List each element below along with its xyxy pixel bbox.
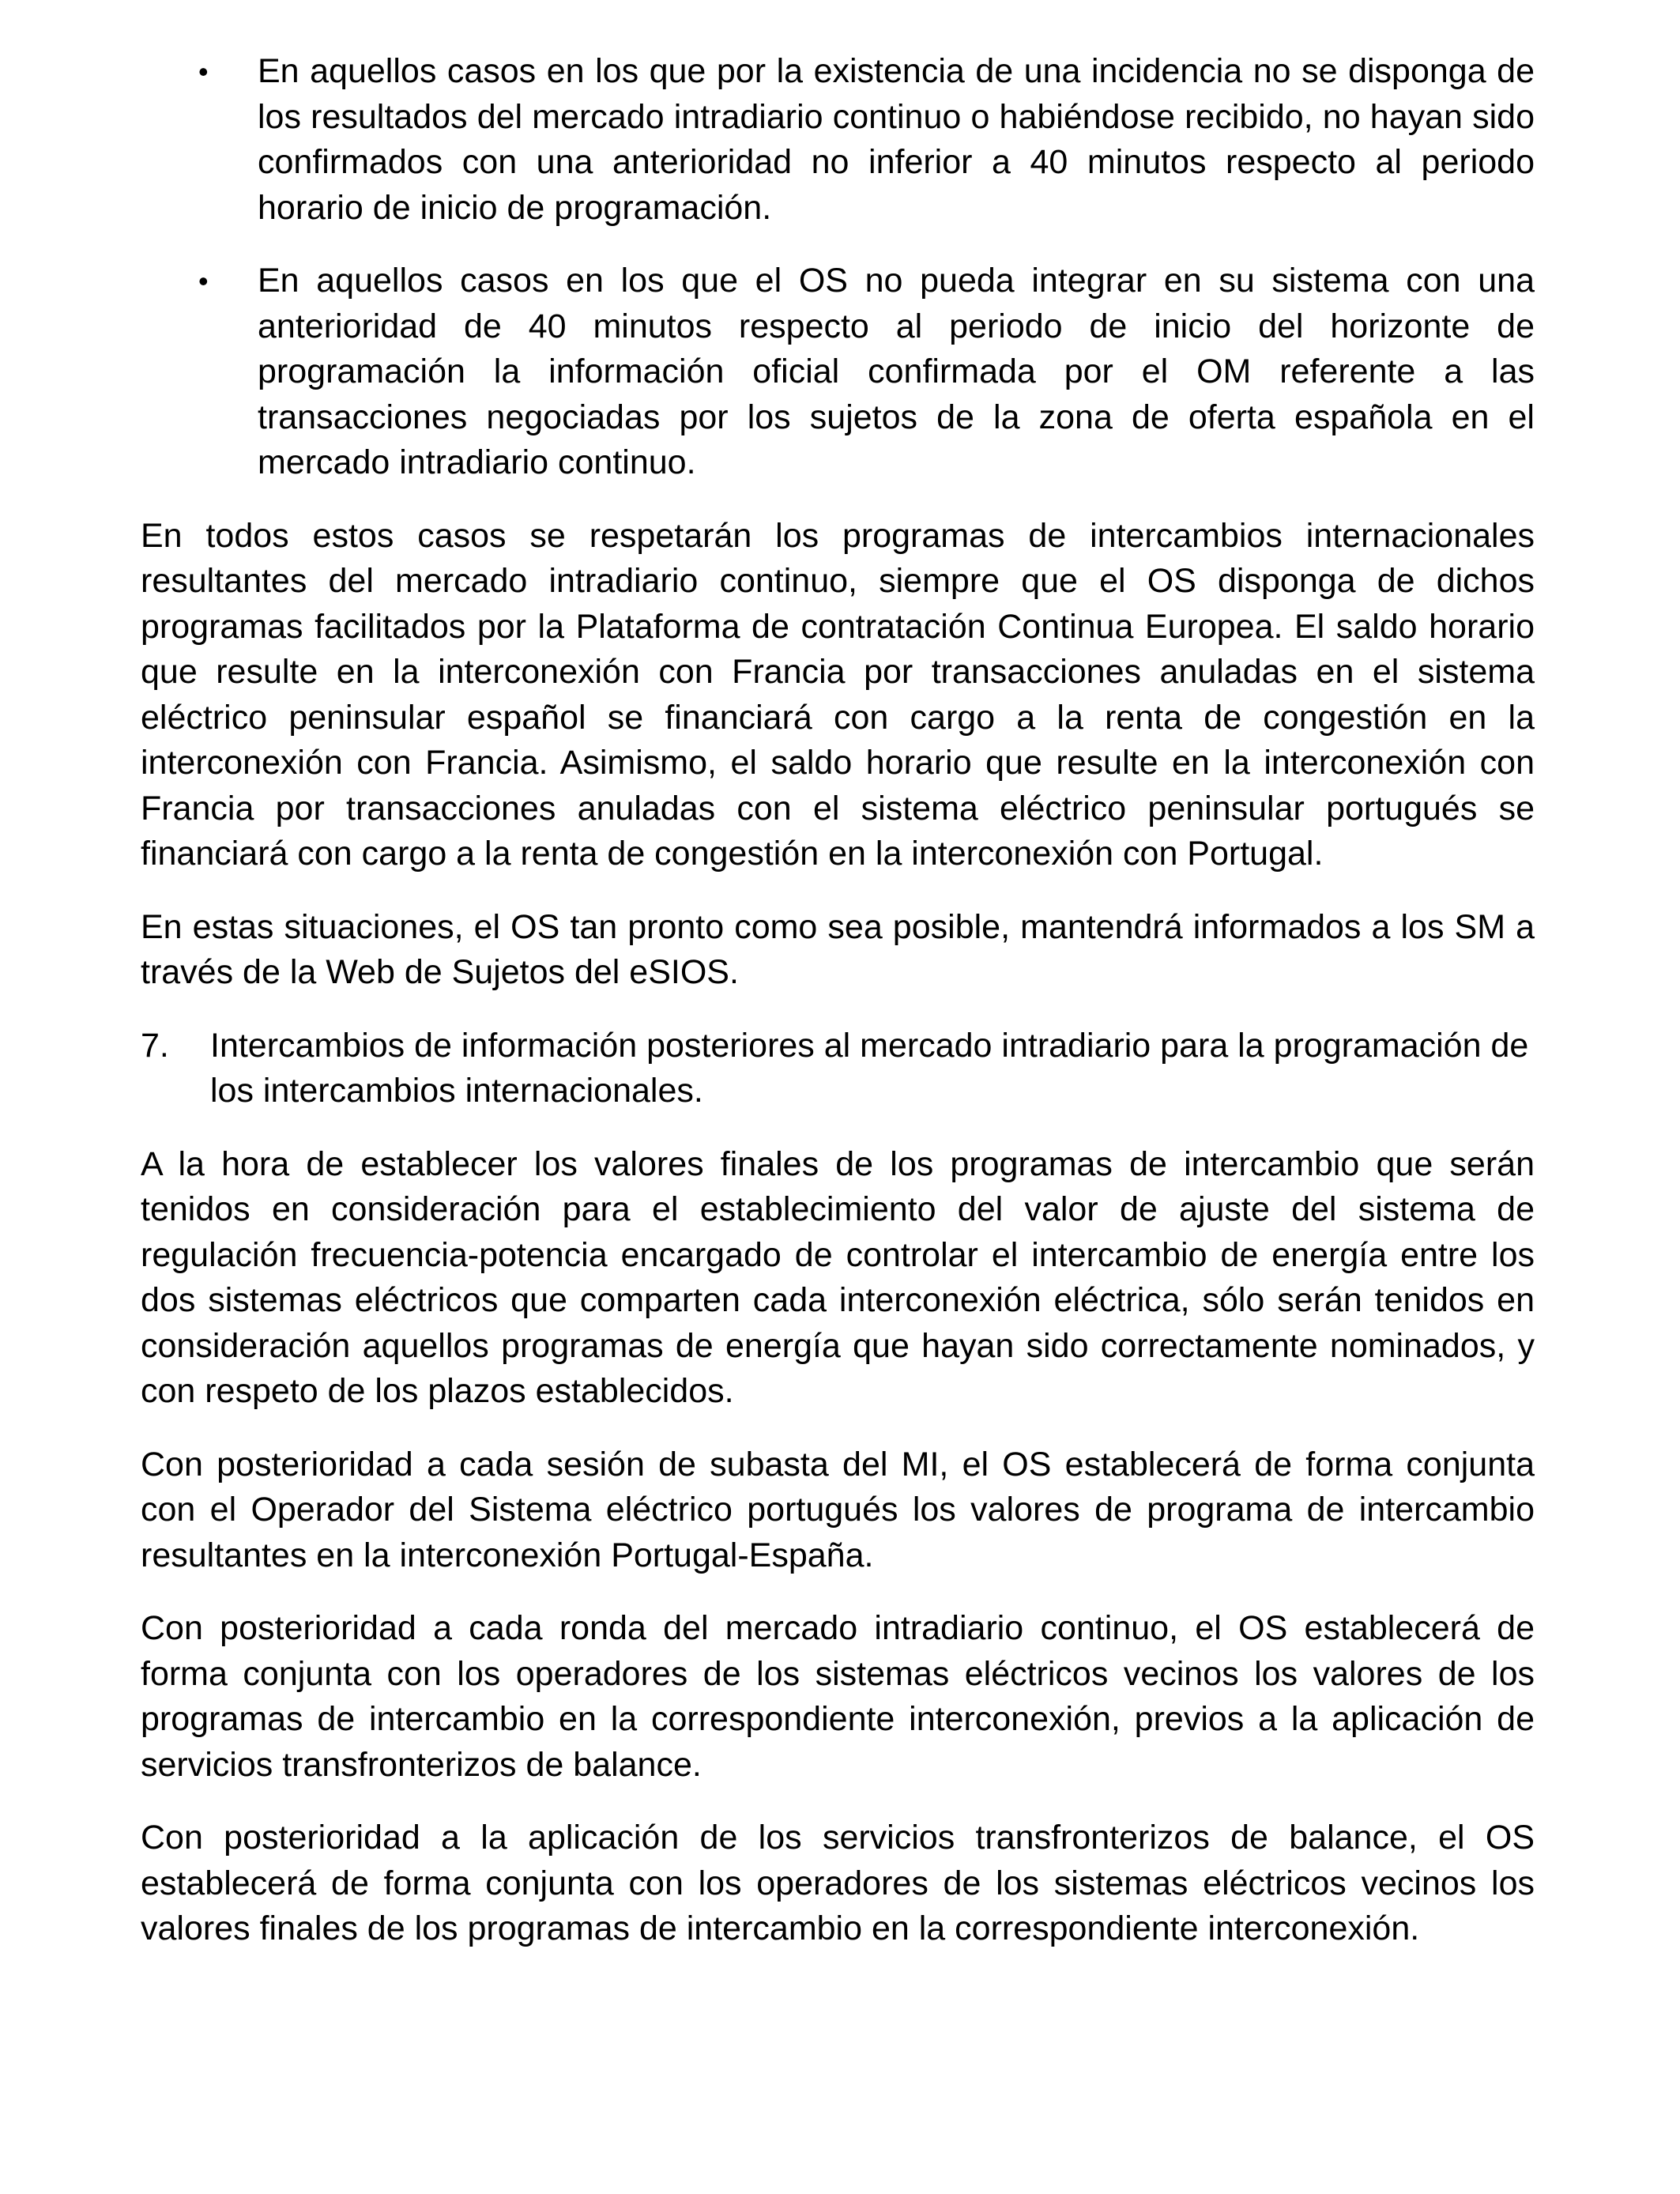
paragraph-final-values: A la hora de establecer los valores finales de los programas de intercambio que serán tenidos en consideración para el establecimiento del valor de ajuste del sistema de regulación frecuencia-potencia encargado de controlar el intercambio de energía entre los dos sistemas eléctricos que comparten cada interconexión eléctrica, sólo serán tenidos en consideración aquellos programas de energía que hayan sido correctamente nominados, y con respeto de los plazos establecidos. bbox=[141, 1144, 1535, 1410]
bullet-marker: • bbox=[198, 265, 209, 297]
bullet-item bbox=[141, 258, 1535, 486]
section-heading bbox=[141, 1023, 1535, 1114]
paragraph-cases-respected: En todos estos casos se respetarán los programas de intercambios internacionales resultantes del mercado intradiario continuo, siempre que el OS disponga de dichos programas facilitados por la Plataforma de contratación Continua Europea. El saldo horario que resulte en la interconexión con Francia por transacciones anuladas en el sistema eléctrico peninsular español se financiará con cargo a la renta de congestión en la interconexión con Francia. Asimismo, el saldo horario que resulte en la interconexión con Francia por transacciones anuladas con el sistema eléctrico peninsular portugués se financiará con cargo a la renta de congestión en la interconexión con Portugal. bbox=[141, 516, 1535, 873]
bullet-text: En aquellos casos en los que el OS no pueda integrar en su sistema con una anterioridad de 40 minutos respecto al periodo de inicio del horizonte de programación la información oficial confirmada por el OM referente a las transacciones negociadas por los sujetos de la zona de oferta española en el mercado intradiario continuo. bbox=[258, 262, 1535, 481]
paragraph-mi-auction: Con posterioridad a cada sesión de subasta del MI, el OS establecerá de forma conjunta con el Operador del Sistema eléctrico portugués los valores de programa de intercambio resultantes en la interconexión Portugal-España. bbox=[141, 1445, 1535, 1574]
paragraph-balancing-services: Con posterioridad a la aplicación de los servicios transfronterizos de balance, el OS establecerá de forma conjunta con los operadores de los sistemas eléctricos vecinos los valores finales de los programas de intercambio en la correspondiente interconexión. bbox=[141, 1819, 1535, 1947]
document-page bbox=[141, 49, 1535, 1980]
paragraph-continuous-round: Con posterioridad a cada ronda del mercado intradiario continuo, el OS establecerá de forma conjunta con los operadores de los sistemas eléctricos vecinos los valores de los programas de intercambio en la correspondiente interconexión, previos a la aplicación de servicios transfronterizos de balance. bbox=[141, 1609, 1535, 1784]
bullet-list bbox=[141, 49, 1535, 486]
bullet-marker: • bbox=[198, 55, 209, 88]
paragraph-situations-informed: En estas situaciones, el OS tan pronto como sea posible, mantendrá informados a los SM a través de la Web de Sujetos del eSIOS. bbox=[141, 907, 1535, 991]
bullet-text: En aquellos casos en los que por la existencia de una incidencia no se disponga de los resultados del mercado intradiario continuo o habiéndose recibido, no hayan sido confirmados con una anterioridad no inferior a 40 minutos respecto al periodo horario de inicio de programación. bbox=[258, 52, 1535, 227]
bullet-item bbox=[141, 49, 1535, 231]
section-title: Intercambios de información posteriores al mercado intradiario para la programación de los intercambios internacionales. bbox=[210, 1026, 1529, 1110]
section-number: 7. bbox=[141, 1026, 169, 1065]
